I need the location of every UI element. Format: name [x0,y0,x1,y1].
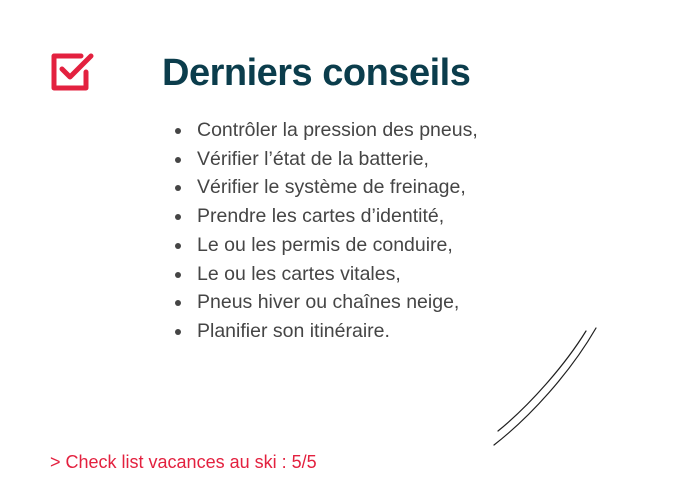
list-item-text: Le ou les cartes vitales, [197,262,401,285]
bullet-icon [175,329,181,335]
list-item-text: Contrôler la pression des pneus, [197,119,478,141]
list-item [175,116,478,145]
list-item-text: Vérifier l’état de la batterie, [197,147,429,170]
checked-checkbox-icon [48,50,96,92]
bullet-icon [175,214,181,220]
list-item-text: Pneus hiver ou chaînes neige, [197,291,460,314]
list-item-text: Planifier son itinéraire. [197,319,390,342]
list-item [175,260,478,289]
list-item [175,145,478,174]
list-item [175,202,478,231]
footer-caption: > Check list vacances au ski : 5/5 [50,452,317,472]
decorative-double-line [490,325,600,450]
page-title: Derniers conseils [162,52,471,94]
bullet-icon [175,185,181,191]
list-item-text: Le ou les permis de conduire, [197,233,453,256]
list-item [175,317,478,346]
bullet-icon [175,157,181,163]
bullet-icon [175,243,181,249]
list-item [175,288,478,317]
bullet-icon [175,300,181,306]
list-item-text: Vérifier le système de freinage, [197,176,466,199]
list-item-text: Prendre les cartes d’identité, [197,205,445,228]
list-item [175,231,478,260]
tips-list [175,116,478,346]
bullet-icon [175,272,181,278]
list-item [175,173,478,202]
bullet-icon [175,128,181,134]
